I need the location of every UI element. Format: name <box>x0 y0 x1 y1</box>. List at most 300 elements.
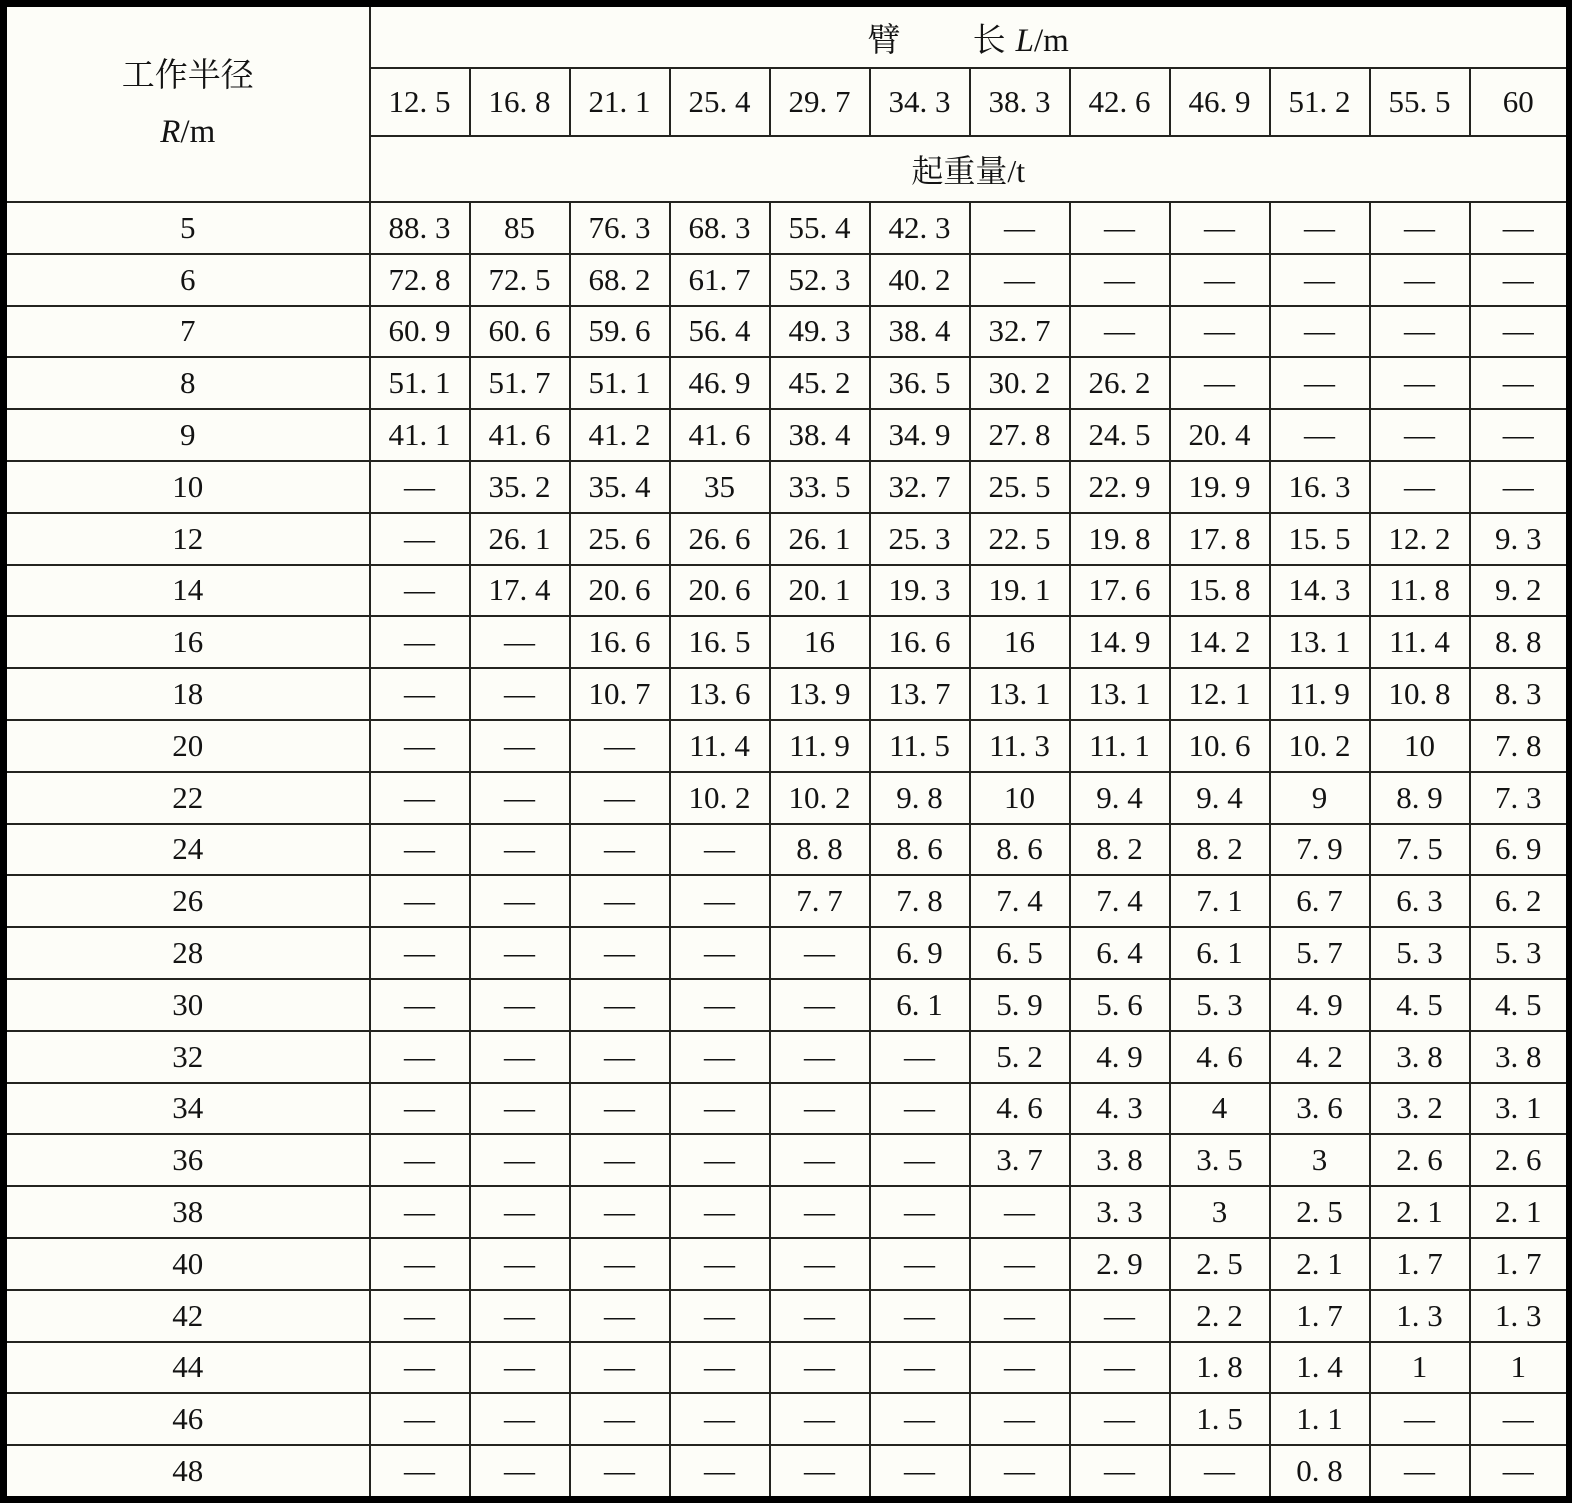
capacity-cell: 8. 3 <box>1470 668 1570 720</box>
capacity-cell: — <box>1470 306 1570 358</box>
capacity-cell: — <box>570 1445 670 1499</box>
capacity-cell: 11. 9 <box>770 720 870 772</box>
capacity-cell: — <box>770 1238 870 1290</box>
boom-length-header: 臂 长 L/m <box>370 4 1570 69</box>
capacity-cell: — <box>970 1290 1070 1342</box>
radius-cell: 42 <box>4 1290 370 1342</box>
capacity-cell: 41. 6 <box>470 409 570 461</box>
capacity-cell: 59. 6 <box>570 306 670 358</box>
capacity-cell: — <box>670 875 770 927</box>
radius-cell: 6 <box>4 254 370 306</box>
capacity-cell: 11. 9 <box>1270 668 1370 720</box>
capacity-cell: — <box>870 1445 970 1499</box>
capacity-cell: — <box>570 1083 670 1135</box>
capacity-cell: 17. 4 <box>470 565 570 617</box>
capacity-cell: 6. 1 <box>870 979 970 1031</box>
capacity-cell: 56. 4 <box>670 306 770 358</box>
capacity-cell: 6. 4 <box>1070 927 1170 979</box>
capacity-cell: 7. 8 <box>1470 720 1570 772</box>
radius-cell: 18 <box>4 668 370 720</box>
capacity-cell: 27. 8 <box>970 409 1070 461</box>
boom-length-value: 55. 5 <box>1370 68 1470 136</box>
capacity-cell: 22. 9 <box>1070 461 1170 513</box>
capacity-cell: 14. 2 <box>1170 616 1270 668</box>
capacity-cell: — <box>670 1342 770 1394</box>
capacity-cell: — <box>1170 357 1270 409</box>
capacity-cell: — <box>770 1031 870 1083</box>
table-row <box>4 1445 1570 1499</box>
radius-cell: 14 <box>4 565 370 617</box>
capacity-cell: — <box>370 720 470 772</box>
capacity-cell: 32. 7 <box>870 461 970 513</box>
capacity-cell: 1. 8 <box>1170 1342 1270 1394</box>
boom-length-value: 16. 8 <box>470 68 570 136</box>
radius-cell: 10 <box>4 461 370 513</box>
capacity-cell: — <box>470 720 570 772</box>
capacity-cell: — <box>970 1342 1070 1394</box>
capacity-cell: — <box>770 1134 870 1186</box>
capacity-cell: 17. 6 <box>1070 565 1170 617</box>
capacity-cell: 10 <box>1370 720 1470 772</box>
capacity-cell: — <box>570 927 670 979</box>
capacity-cell: 1 <box>1370 1342 1470 1394</box>
boom-length-value: 25. 4 <box>670 68 770 136</box>
boom-length-value: 21. 1 <box>570 68 670 136</box>
capacity-cell: — <box>870 1393 970 1445</box>
capacity-cell: 72. 8 <box>370 254 470 306</box>
capacity-cell: — <box>370 668 470 720</box>
capacity-cell: 7. 1 <box>1170 875 1270 927</box>
capacity-cell: 11. 8 <box>1370 565 1470 617</box>
capacity-cell: 19. 8 <box>1070 513 1170 565</box>
capacity-cell: — <box>870 1290 970 1342</box>
capacity-cell: — <box>370 1393 470 1445</box>
capacity-cell: 11. 4 <box>1370 616 1470 668</box>
capacity-cell: 10. 7 <box>570 668 670 720</box>
capacity-cell: 6. 9 <box>870 927 970 979</box>
capacity-cell: 4. 6 <box>1170 1031 1270 1083</box>
capacity-cell: 20. 1 <box>770 565 870 617</box>
capacity-cell: — <box>770 1290 870 1342</box>
capacity-cell: — <box>1170 1445 1270 1499</box>
capacity-table-body <box>4 202 1570 1499</box>
capacity-cell: 51. 1 <box>370 357 470 409</box>
capacity-cell: 4. 5 <box>1370 979 1470 1031</box>
capacity-cell: — <box>1470 254 1570 306</box>
capacity-cell: — <box>470 1186 570 1238</box>
capacity-cell: 6. 5 <box>970 927 1070 979</box>
capacity-cell: 35. 2 <box>470 461 570 513</box>
capacity-cell: 52. 3 <box>770 254 870 306</box>
table-row <box>4 720 1570 772</box>
capacity-cell: 0. 8 <box>1270 1445 1370 1499</box>
capacity-cell: — <box>1470 202 1570 254</box>
radius-cell: 40 <box>4 1238 370 1290</box>
capacity-cell: 25. 6 <box>570 513 670 565</box>
boom-length-value: 29. 7 <box>770 68 870 136</box>
capacity-cell: — <box>470 1134 570 1186</box>
capacity-cell: — <box>770 1186 870 1238</box>
radius-cell: 8 <box>4 357 370 409</box>
capacity-cell: 3. 3 <box>1070 1186 1170 1238</box>
capacity-cell: 19. 1 <box>970 565 1070 617</box>
capacity-cell: — <box>570 1290 670 1342</box>
capacity-cell: — <box>1170 254 1270 306</box>
table-row <box>4 202 1570 254</box>
capacity-cell: — <box>570 1186 670 1238</box>
capacity-cell: 3. 8 <box>1070 1134 1170 1186</box>
capacity-cell: — <box>670 1290 770 1342</box>
radius-cell: 28 <box>4 927 370 979</box>
capacity-cell: 1. 7 <box>1370 1238 1470 1290</box>
capacity-cell: 5. 9 <box>970 979 1070 1031</box>
capacity-cell: — <box>470 1083 570 1135</box>
capacity-cell: 4. 2 <box>1270 1031 1370 1083</box>
capacity-cell: 16 <box>770 616 870 668</box>
capacity-cell: — <box>770 979 870 1031</box>
capacity-cell: 88. 3 <box>370 202 470 254</box>
radius-cell: 36 <box>4 1134 370 1186</box>
capacity-cell: 34. 9 <box>870 409 970 461</box>
capacity-cell: 13. 1 <box>1070 668 1170 720</box>
capacity-cell: 13. 6 <box>670 668 770 720</box>
capacity-cell: 10. 2 <box>770 772 870 824</box>
table-row <box>4 1290 1570 1342</box>
capacity-cell: 1. 4 <box>1270 1342 1370 1394</box>
capacity-cell: — <box>670 927 770 979</box>
capacity-cell: — <box>370 461 470 513</box>
capacity-cell: 2. 5 <box>1270 1186 1370 1238</box>
capacity-cell: 7. 5 <box>1370 824 1470 876</box>
capacity-cell: 8. 2 <box>1170 824 1270 876</box>
capacity-cell: — <box>370 824 470 876</box>
capacity-cell: 1. 7 <box>1270 1290 1370 1342</box>
capacity-cell: 7. 8 <box>870 875 970 927</box>
capacity-cell: — <box>470 668 570 720</box>
capacity-cell: — <box>570 720 670 772</box>
capacity-cell: 2. 6 <box>1470 1134 1570 1186</box>
capacity-cell: 22. 5 <box>970 513 1070 565</box>
table-row <box>4 513 1570 565</box>
capacity-cell: — <box>370 1238 470 1290</box>
capacity-cell: 5. 3 <box>1370 927 1470 979</box>
capacity-cell: 8. 6 <box>970 824 1070 876</box>
capacity-cell: 16. 3 <box>1270 461 1370 513</box>
capacity-cell: 9. 3 <box>1470 513 1570 565</box>
capacity-cell: 41. 2 <box>570 409 670 461</box>
capacity-cell: 1 <box>1470 1342 1570 1394</box>
capacity-cell: 7. 4 <box>970 875 1070 927</box>
capacity-cell: 13. 1 <box>970 668 1070 720</box>
capacity-cell: 30. 2 <box>970 357 1070 409</box>
capacity-cell: 4. 9 <box>1070 1031 1170 1083</box>
capacity-cell: 2. 2 <box>1170 1290 1270 1342</box>
capacity-cell: — <box>770 927 870 979</box>
capacity-cell: 2. 1 <box>1470 1186 1570 1238</box>
capacity-cell: — <box>1070 306 1170 358</box>
capacity-cell: — <box>670 1186 770 1238</box>
capacity-cell: 11. 3 <box>970 720 1070 772</box>
capacity-cell: — <box>1370 1445 1470 1499</box>
capacity-cell: 2. 9 <box>1070 1238 1170 1290</box>
capacity-cell: 6. 1 <box>1170 927 1270 979</box>
capacity-cell: — <box>470 1031 570 1083</box>
capacity-cell: — <box>870 1342 970 1394</box>
capacity-cell: 16. 6 <box>870 616 970 668</box>
boom-length-value: 12. 5 <box>370 68 470 136</box>
capacity-cell: 55. 4 <box>770 202 870 254</box>
radius-cell: 38 <box>4 1186 370 1238</box>
table-row <box>4 979 1570 1031</box>
capacity-cell: — <box>970 254 1070 306</box>
capacity-cell: — <box>470 927 570 979</box>
capacity-cell: — <box>570 875 670 927</box>
capacity-cell: 20. 4 <box>1170 409 1270 461</box>
capacity-cell: — <box>1270 306 1370 358</box>
table-row <box>4 461 1570 513</box>
capacity-cell: 19. 9 <box>1170 461 1270 513</box>
capacity-cell: — <box>370 1445 470 1499</box>
capacity-cell: 5. 3 <box>1170 979 1270 1031</box>
boom-length-value: 46. 9 <box>1170 68 1270 136</box>
capacity-cell: — <box>1370 461 1470 513</box>
capacity-cell: 1. 3 <box>1370 1290 1470 1342</box>
capacity-cell: — <box>970 1445 1070 1499</box>
capacity-cell: — <box>370 513 470 565</box>
capacity-cell: — <box>470 1342 570 1394</box>
radius-cell: 16 <box>4 616 370 668</box>
capacity-cell: — <box>570 1031 670 1083</box>
capacity-cell: — <box>1070 254 1170 306</box>
table-row <box>4 616 1570 668</box>
capacity-cell: 41. 6 <box>670 409 770 461</box>
radius-cell: 34 <box>4 1083 370 1135</box>
capacity-cell: — <box>970 1393 1070 1445</box>
capacity-cell: 24. 5 <box>1070 409 1170 461</box>
capacity-cell: 8. 6 <box>870 824 970 876</box>
table-row <box>4 1238 1570 1290</box>
capacity-cell: 2. 6 <box>1370 1134 1470 1186</box>
capacity-cell: 33. 5 <box>770 461 870 513</box>
capacity-cell: 8. 8 <box>770 824 870 876</box>
capacity-cell: — <box>570 1238 670 1290</box>
capacity-cell: — <box>470 616 570 668</box>
capacity-cell: 68. 2 <box>570 254 670 306</box>
capacity-cell: — <box>870 1186 970 1238</box>
capacity-cell: — <box>370 565 470 617</box>
capacity-cell: — <box>670 1393 770 1445</box>
capacity-cell: — <box>470 1238 570 1290</box>
capacity-cell: 3 <box>1170 1186 1270 1238</box>
capacity-cell: 8. 8 <box>1470 616 1570 668</box>
table-row <box>4 772 1570 824</box>
capacity-cell: 4. 9 <box>1270 979 1370 1031</box>
capacity-cell: — <box>470 1290 570 1342</box>
capacity-cell: — <box>670 824 770 876</box>
radius-cell: 22 <box>4 772 370 824</box>
capacity-cell: 5. 2 <box>970 1031 1070 1083</box>
capacity-cell: — <box>670 979 770 1031</box>
capacity-cell: 10. 2 <box>1270 720 1370 772</box>
capacity-cell: 26. 1 <box>770 513 870 565</box>
capacity-cell: 40. 2 <box>870 254 970 306</box>
capacity-cell: 12. 2 <box>1370 513 1470 565</box>
capacity-cell: — <box>1270 357 1370 409</box>
capacity-cell: — <box>670 1445 770 1499</box>
capacity-cell: — <box>370 616 470 668</box>
capacity-cell: — <box>570 1134 670 1186</box>
capacity-cell: — <box>370 1290 470 1342</box>
capacity-cell: 2. 5 <box>1170 1238 1270 1290</box>
capacity-cell: — <box>870 1083 970 1135</box>
capacity-cell: 10. 8 <box>1370 668 1470 720</box>
capacity-cell: — <box>870 1238 970 1290</box>
table-row <box>4 1393 1570 1445</box>
capacity-cell: 46. 9 <box>670 357 770 409</box>
capacity-cell: — <box>1270 254 1370 306</box>
capacity-cell: — <box>470 875 570 927</box>
capacity-cell: 3. 2 <box>1370 1083 1470 1135</box>
capacity-cell: — <box>570 824 670 876</box>
capacity-cell: 68. 3 <box>670 202 770 254</box>
capacity-cell: 25. 5 <box>970 461 1070 513</box>
capacity-cell: — <box>370 927 470 979</box>
capacity-cell: — <box>370 1031 470 1083</box>
capacity-cell: 4. 6 <box>970 1083 1070 1135</box>
table-row <box>4 409 1570 461</box>
capacity-cell: 6. 9 <box>1470 824 1570 876</box>
capacity-cell: 15. 8 <box>1170 565 1270 617</box>
capacity-cell: 60. 6 <box>470 306 570 358</box>
capacity-cell: 76. 3 <box>570 202 670 254</box>
capacity-header: 起重量/t <box>370 136 1570 202</box>
capacity-cell: — <box>370 1083 470 1135</box>
working-radius-title: 工作半径 <box>121 57 254 94</box>
capacity-cell: 36. 5 <box>870 357 970 409</box>
table-row <box>4 1186 1570 1238</box>
boom-length-value: 34. 3 <box>870 68 970 136</box>
capacity-cell: — <box>370 1134 470 1186</box>
capacity-cell: 6. 7 <box>1270 875 1370 927</box>
capacity-cell: 13. 1 <box>1270 616 1370 668</box>
capacity-cell: 5. 3 <box>1470 927 1570 979</box>
radius-cell: 24 <box>4 824 370 876</box>
boom-length-value: 42. 6 <box>1070 68 1170 136</box>
capacity-cell: — <box>1470 1393 1570 1445</box>
capacity-cell: 2. 1 <box>1370 1186 1470 1238</box>
capacity-cell: 1. 1 <box>1270 1393 1370 1445</box>
capacity-cell: 3. 5 <box>1170 1134 1270 1186</box>
capacity-cell: 14. 9 <box>1070 616 1170 668</box>
capacity-cell: 11. 5 <box>870 720 970 772</box>
capacity-cell: 7. 3 <box>1470 772 1570 824</box>
table-row <box>4 1342 1570 1394</box>
table-row <box>4 927 1570 979</box>
capacity-cell: 13. 7 <box>870 668 970 720</box>
capacity-cell: 3 <box>1270 1134 1370 1186</box>
capacity-cell: 8. 2 <box>1070 824 1170 876</box>
capacity-cell: — <box>1170 306 1270 358</box>
capacity-cell: 9. 4 <box>1170 772 1270 824</box>
capacity-cell: 38. 4 <box>770 409 870 461</box>
capacity-cell: — <box>1070 1342 1170 1394</box>
table-row <box>4 875 1570 927</box>
capacity-cell: — <box>570 979 670 1031</box>
capacity-cell: 35. 4 <box>570 461 670 513</box>
capacity-cell: — <box>1470 409 1570 461</box>
capacity-cell: 10 <box>970 772 1070 824</box>
capacity-cell: 1. 7 <box>1470 1238 1570 1290</box>
radius-cell: 44 <box>4 1342 370 1394</box>
table-row <box>4 565 1570 617</box>
capacity-cell: — <box>370 875 470 927</box>
capacity-cell: 4. 3 <box>1070 1083 1170 1135</box>
capacity-cell: — <box>1370 409 1470 461</box>
capacity-cell: 51. 7 <box>470 357 570 409</box>
radius-cell: 12 <box>4 513 370 565</box>
capacity-cell: 6. 3 <box>1370 875 1470 927</box>
capacity-cell: 14. 3 <box>1270 565 1370 617</box>
capacity-cell: — <box>1070 1290 1170 1342</box>
boom-length-value: 60 <box>1470 68 1570 136</box>
capacity-cell: — <box>770 1445 870 1499</box>
radius-cell: 32 <box>4 1031 370 1083</box>
capacity-cell: 61. 7 <box>670 254 770 306</box>
capacity-cell: — <box>670 1083 770 1135</box>
capacity-cell: 25. 3 <box>870 513 970 565</box>
table-row <box>4 306 1570 358</box>
capacity-cell: 42. 3 <box>870 202 970 254</box>
capacity-cell: — <box>470 1445 570 1499</box>
radius-cell: 30 <box>4 979 370 1031</box>
capacity-cell: — <box>1270 409 1370 461</box>
capacity-cell: — <box>670 1134 770 1186</box>
capacity-cell: — <box>1370 357 1470 409</box>
capacity-cell: 3. 7 <box>970 1134 1070 1186</box>
capacity-cell: 2. 1 <box>1270 1238 1370 1290</box>
capacity-cell: — <box>1370 306 1470 358</box>
capacity-cell: 10. 2 <box>670 772 770 824</box>
capacity-cell: 26. 1 <box>470 513 570 565</box>
capacity-cell: — <box>670 1238 770 1290</box>
capacity-cell: 17. 8 <box>1170 513 1270 565</box>
capacity-cell: 11. 4 <box>670 720 770 772</box>
capacity-cell: — <box>570 1393 670 1445</box>
capacity-cell: — <box>770 1393 870 1445</box>
capacity-cell: 26. 2 <box>1070 357 1170 409</box>
capacity-cell: 8. 9 <box>1370 772 1470 824</box>
capacity-cell: 49. 3 <box>770 306 870 358</box>
capacity-cell: 15. 5 <box>1270 513 1370 565</box>
capacity-cell: 16 <box>970 616 1070 668</box>
radius-cell: 26 <box>4 875 370 927</box>
capacity-cell: 16. 6 <box>570 616 670 668</box>
capacity-cell: 4 <box>1170 1083 1270 1135</box>
capacity-cell: 45. 2 <box>770 357 870 409</box>
table-row <box>4 824 1570 876</box>
capacity-cell: 9. 4 <box>1070 772 1170 824</box>
radius-cell: 20 <box>4 720 370 772</box>
capacity-cell: — <box>1070 1445 1170 1499</box>
capacity-cell: 51. 1 <box>570 357 670 409</box>
capacity-cell: 60. 9 <box>370 306 470 358</box>
capacity-cell: — <box>370 1342 470 1394</box>
capacity-cell: — <box>1170 202 1270 254</box>
capacity-cell: 20. 6 <box>670 565 770 617</box>
capacity-cell: 35 <box>670 461 770 513</box>
capacity-cell: — <box>470 772 570 824</box>
radius-cell: 5 <box>4 202 370 254</box>
